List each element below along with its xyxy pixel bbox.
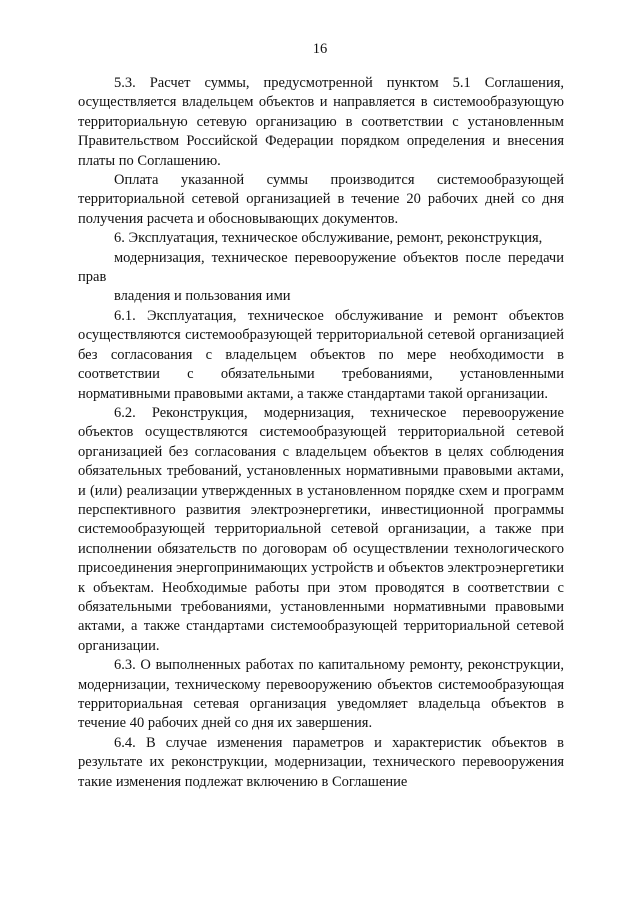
section-heading-line: 6. Эксплуатация, техническое обслуживание, ремонт, реконструкция, — [114, 230, 543, 247]
paragraph-6-4: 6.4. В случае изменения параметров и характеристик объектов в результате их реконструкции, модернизации, технического перевооружения такие изменения подлежат включению в Соглашение — [78, 734, 564, 790]
paragraph-5-3-payment: Оплата указанной суммы производится системообразующей территориальной сетевой организацией в течение 20 рабочих дней со дня получения расчета и обосновывающих документов. — [78, 172, 564, 227]
paragraph-6-2: 6.2. Реконструкция, модернизация, техническое перевооружение объектов осуществляются системообразующей территориальной сетевой организацией без согласования с владельцем объектов в целях соблюдения обязательных требований, установленных нормативными правовыми актами, и (или) реализации утвержденных в установленном порядке схем и программ перспективного развития электроэнергетики, инвестиционной программы системообразующей территориальной сетевой организации, а также при исполнении обязательств по договорам об осуществлении технологического присоединения энергопринимающих устройств и объектов электроэнергетики к объектам. Необходимые работы при этом проводятся в соответствии с обязательными требованиями, установленными нормативными правовыми актами, а также стандартами системообразующей территориальной сетевой организации. — [78, 404, 564, 654]
document-body — [78, 74, 564, 792]
paragraph-6-1: 6.1. Эксплуатация, техническое обслуживание и ремонт объектов осуществляются системообразующей территориальной сетевой организацией без согласования с владельцем объектов по мере необходимости в соответствии с обязательными требованиями, установленными нормативными правовыми актами, а также стандартами такой организации. — [78, 307, 564, 402]
section-6-heading — [78, 229, 564, 307]
paragraph-6-3: 6.3. О выполненных работах по капитальному ремонту, реконструкции, модернизации, техническому перевооружению объектов системообразующая территориальная сетевая организация уведомляет владельца объектов в течение 40 рабочих дней со дня их завершения. — [78, 657, 564, 732]
paragraph-5-3: 5.3. Расчет суммы, предусмотренной пунктом 5.1 Соглашения, осуществляется владельцем объектов и направляется в системообразующую территориальную сетевую организацию в соответствии с установленным Правительством Российской Федерации порядком определения и внесения платы по Соглашению. — [78, 75, 564, 169]
page-number: 16 — [312, 41, 328, 57]
section-heading-line: владения и пользования ими — [114, 288, 291, 305]
section-heading-line: модернизация, техническое перевооружение объектов после передачи прав — [78, 249, 564, 286]
